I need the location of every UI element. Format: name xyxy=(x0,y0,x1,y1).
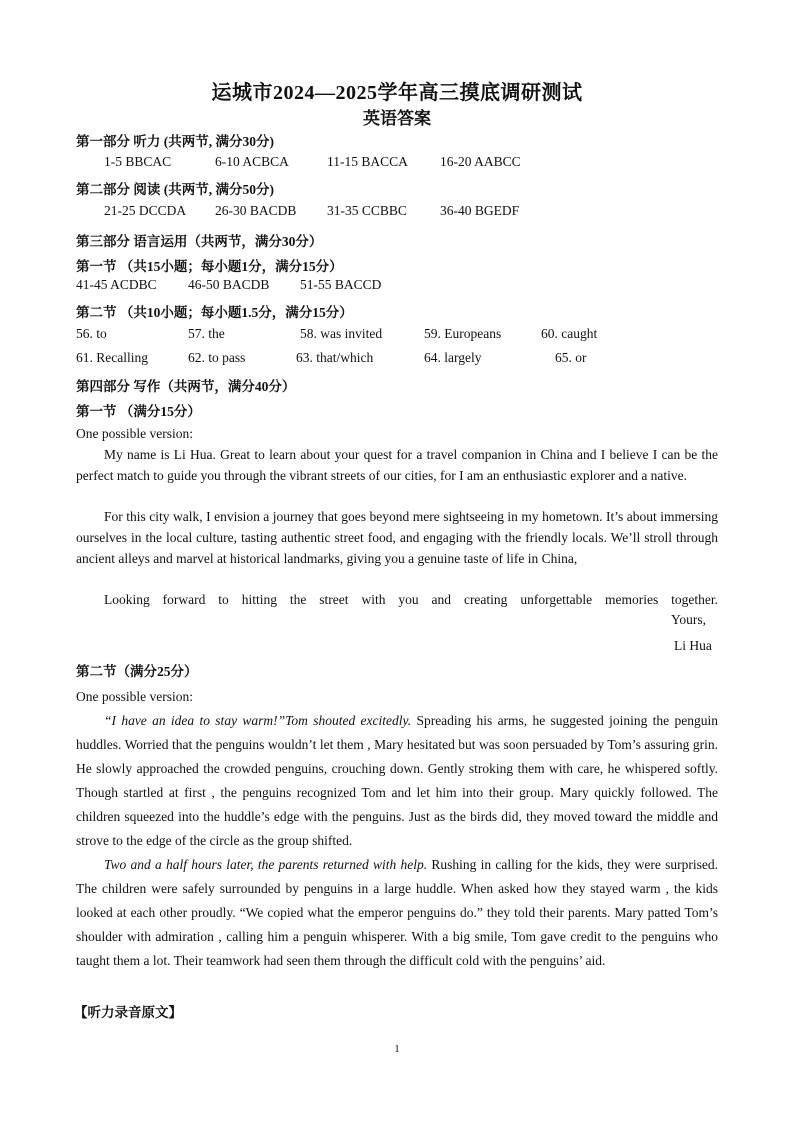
part2-heading: 第二部分 阅读 (共两节, 满分50分) xyxy=(76,182,274,197)
page-subtitle: 英语答案 xyxy=(363,109,431,128)
fill-answer: 61. Recalling xyxy=(76,350,148,365)
essay2-paragraph-2-body: Rushing in calling for the kids, they were surprised. The children were safely surrounded by penguins in a large huddle. When asked how they stayed warm , the kids looked at each other proudly. “We copied what the emperor penguins do.” they told their parents. Mary patted Tom’s shoulder with admiration , calling him a penguin whisperer. With a big smile, Tom gave credit to the penguins who taught them a lot. Their teamwork had seen them through the difficult cold with the penguins’ aid. xyxy=(76,857,718,968)
fill-answer: 59. Europeans xyxy=(424,326,502,341)
part4-section1-heading: 第一节 （满分15分） xyxy=(76,404,201,419)
part2-answer: 21-25 DCCDA xyxy=(104,203,187,218)
part1-answer: 1-5 BBCAC xyxy=(104,154,172,169)
part1-answer: 11-15 BACCA xyxy=(327,154,408,169)
part1-answer: 6-10 ACBCA xyxy=(215,154,289,169)
fill-answer: 58. was invited xyxy=(300,326,383,341)
part3-section1-heading: 第一节 （共15小题；每小题1分，满分15分） xyxy=(76,259,343,274)
part4-section2-intro: One possible version: xyxy=(76,689,193,704)
fill-answer: 60. caught xyxy=(541,326,598,341)
fill-answer: 63. that/which xyxy=(296,350,374,365)
listening-script-heading: 【听力录音原文】 xyxy=(74,1005,182,1020)
part2-answer: 26-30 BACDB xyxy=(215,203,297,218)
part1-heading: 第一部分 听力 (共两节, 满分30分) xyxy=(76,134,274,149)
part3-section2-heading: 第二节 （共10小题；每小题1.5分，满分15分） xyxy=(76,305,353,320)
essay1-paragraph: For this city walk, I envision a journey that goes beyond mere sightseeing in my hometown. It’s about immersing ourselves in the local culture, tasting authentic street food, and engaging with the friendly locals. We’ll stroll through ancient alleys and marvel at historical landmarks, giving you a genuine taste of life in China, xyxy=(76,509,718,566)
part2-answer: 31-35 CCBBC xyxy=(327,203,407,218)
essay2-paragraph-1-opening: “I have an idea to stay warm!”Tom shouted excitedly. xyxy=(104,713,412,728)
part3-heading: 第三部分 语言运用（共两节，满分30分） xyxy=(76,234,323,249)
part1-answer: 16-20 AABCC xyxy=(440,154,521,169)
essay1-paragraph: Looking forward to hitting the street with you and creating unforgettable memories together. xyxy=(104,592,718,607)
fill-answer: 65. or xyxy=(555,350,587,365)
part4-section2-heading: 第二节（满分25分） xyxy=(76,664,198,679)
letter-closing: Yours, xyxy=(671,612,707,627)
part4-heading: 第四部分 写作（共两节，满分40分） xyxy=(76,379,296,394)
essay2-paragraph-2 xyxy=(76,853,718,973)
essay1-paragraph: My name is Li Hua. Great to learn about your quest for a travel companion in China and I believe I can be the perfect match to guide you through the vibrant streets of our cities, for I am an enthusiastic explorer and a native. xyxy=(76,447,718,483)
fill-answer: 62. to pass xyxy=(188,350,246,365)
letter-signature: Li Hua xyxy=(674,638,712,653)
part3-section1-answer: 51-55 BACCD xyxy=(300,277,382,292)
fill-answer: 64. largely xyxy=(424,350,482,365)
essay2-paragraph-1-body: Spreading his arms, he suggested joining the penguin huddles. Worried that the penguins wouldn’t let them , Mary hesitated but was soon persuaded by Tom’s assuring grin. He slowly approached the crowded penguins, crouching down. Gently stroking them with care, he whispered softly. Though startled at first , the penguins recognized Tom and let him into their group. Mary quickly followed. The children squeezed into the huddle’s edge with the penguins. Just as the birds did, they moved toward the middle and strove to the edge of the circle as the group shifted. xyxy=(76,713,718,848)
essay2-paragraph-1 xyxy=(76,709,718,853)
essay2-paragraph-2-opening: Two and a half hours later, the parents returned with help. xyxy=(104,857,428,872)
part4-section1-intro: One possible version: xyxy=(76,426,193,441)
page-title: 运城市2024—2025学年高三摸底调研测试 xyxy=(211,82,583,104)
fill-answer: 57. the xyxy=(188,326,225,341)
page-number: 1 xyxy=(394,1043,400,1055)
part2-answer: 36-40 BGEDF xyxy=(440,203,520,218)
part3-section1-answer: 41-45 ACDBC xyxy=(76,277,157,292)
part3-section1-answer: 46-50 BACDB xyxy=(188,277,270,292)
fill-answer: 56. to xyxy=(76,326,107,341)
